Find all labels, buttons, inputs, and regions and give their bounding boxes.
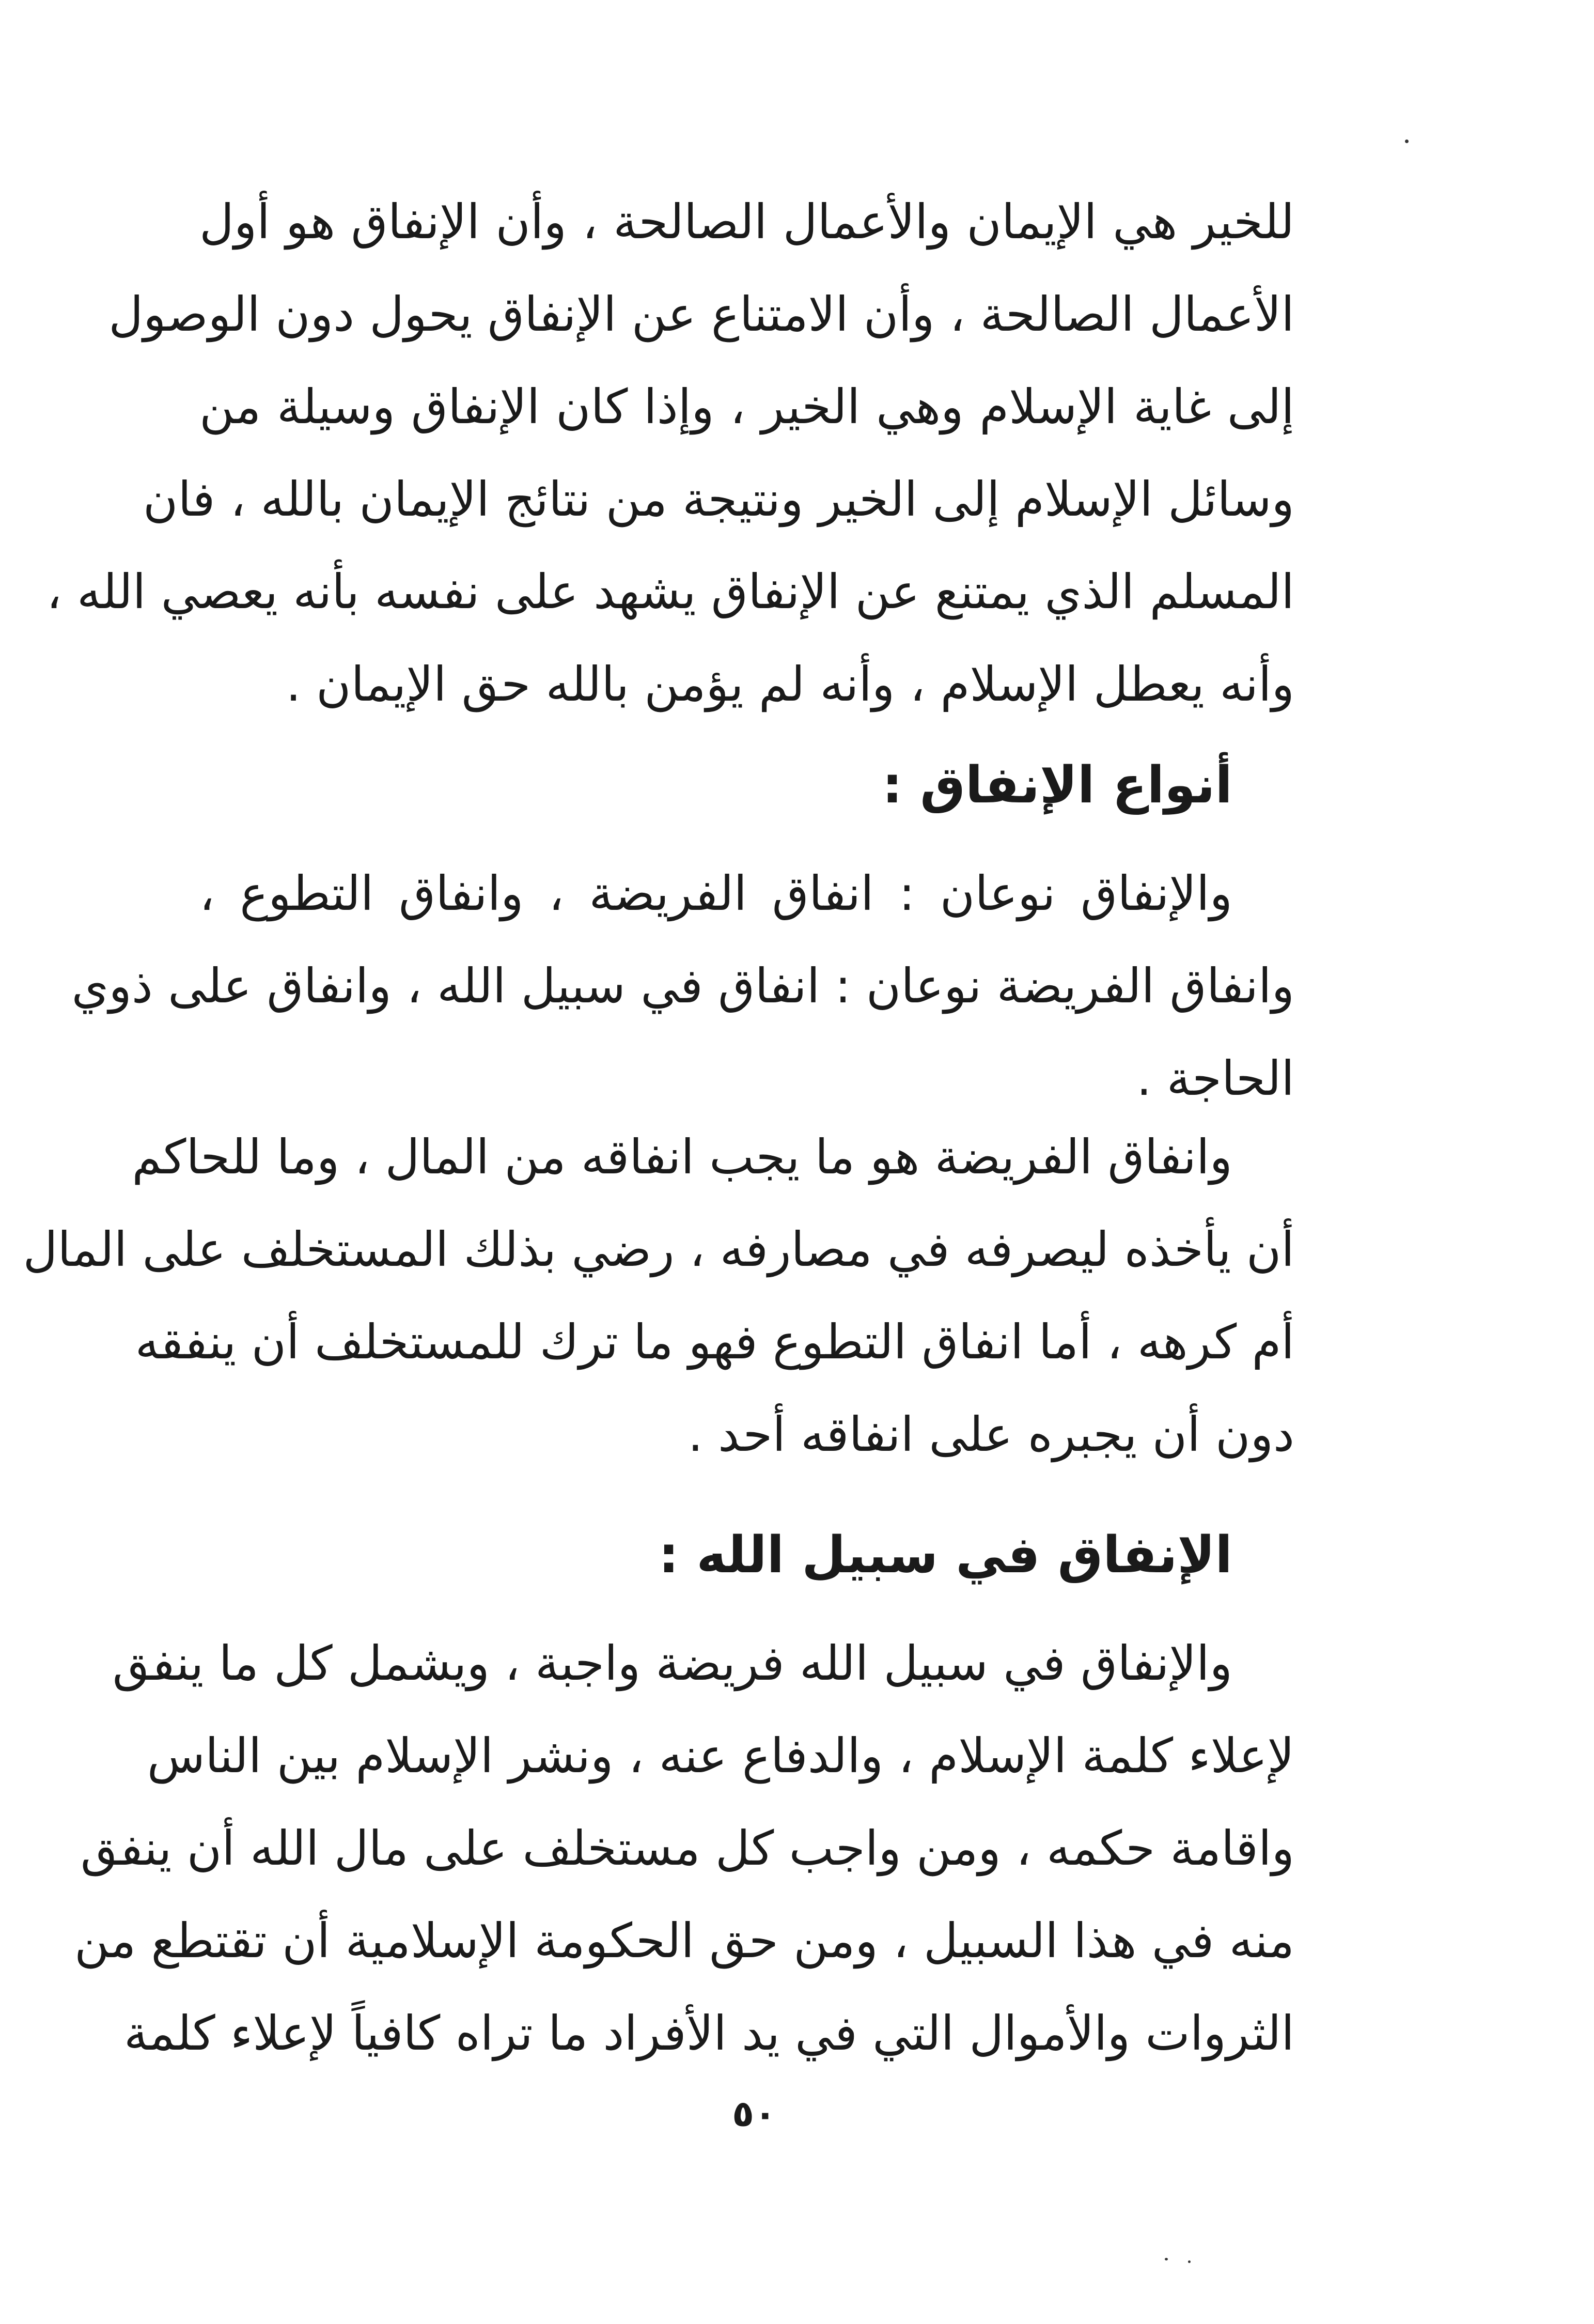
page-number: ٥٠ (732, 2093, 776, 2135)
paragraph-line: وأنه يعطل الإسلام ، وأنه لم يؤمن بالله حق الإيمان . (286, 657, 1294, 712)
paragraph-1 (46, 176, 1294, 731)
paragraph-4 (74, 1617, 1294, 2080)
scan-speck (1165, 2258, 1168, 2260)
paragraph-line: والإنفاق في سبيل الله فريضة واجبة ، ويشمل كل ما ينفق (112, 1636, 1232, 1691)
paragraph-line: المسلم الذي يمتنع عن الإنفاق يشهد على نفسه بأنه يعصي الله ، (46, 564, 1294, 619)
paragraph-line: للخير هي الإيمان والأعمال الصالحة ، وأن الإنفاق هو أول (199, 194, 1294, 250)
paragraph-line: وانفاق الفريضة هو ما يجب انفاقه من المال ، وما للحاكم (132, 1129, 1232, 1185)
paragraph-line: أن يأخذه ليصرفه في مصارفه ، رضي بذلك المستخلف على المال (23, 1222, 1294, 1277)
paragraph-line: وسائل الإسلام إلى الخير ونتيجة من نتائج الإيمان بالله ، فان (143, 472, 1294, 527)
section-heading-spending-in-gods-way: الإنفاق في سبيل الله : (659, 1526, 1232, 1585)
paragraph-line: والإنفاق نوعان : انفاق الفريضة ، وانفاق التطوع ، (199, 866, 1232, 921)
paragraph-line: وانفاق الفريضة نوعان : انفاق في سبيل الله ، وانفاق على ذوي (71, 958, 1294, 1014)
paragraph-2 (71, 847, 1294, 1125)
paragraph-line: لإعلاء كلمة الإسلام ، والدفاع عنه ، ونشر الإسلام بين الناس (147, 1728, 1294, 1784)
paragraph-line: إلى غاية الإسلام وهي الخير ، وإذا كان الإنفاق وسيلة من (199, 379, 1294, 435)
paragraph-line: أم كرهه ، أما انفاق التطوع فهو ما ترك للمستخلف أن ينفقه (135, 1314, 1294, 1370)
paragraph-line: واقامة حكمه ، ومن واجب كل مستخلف على مال الله أن ينفق (80, 1821, 1294, 1876)
section-heading-types-of-spending: أنواع الإنفاق : (882, 756, 1232, 815)
scan-speck (1188, 2260, 1191, 2263)
paragraph-line: الحاجة . (1136, 1051, 1294, 1106)
paragraph-line: منه في هذا السبيل ، ومن حق الحكومة الإسلامية أن تقتطع من (74, 1913, 1294, 1969)
scan-speck (1405, 140, 1409, 143)
paragraph-3 (23, 1111, 1294, 1481)
paragraph-line: دون أن يجبره على انفاقه أحد . (687, 1407, 1294, 1462)
paragraph-line: الأعمال الصالحة ، وأن الامتناع عن الإنفاق يحول دون الوصول (108, 287, 1294, 342)
paragraph-line: الثروات والأموال التي في يد الأفراد ما تراه كافياً لإعلاء كلمة (123, 2006, 1294, 2061)
